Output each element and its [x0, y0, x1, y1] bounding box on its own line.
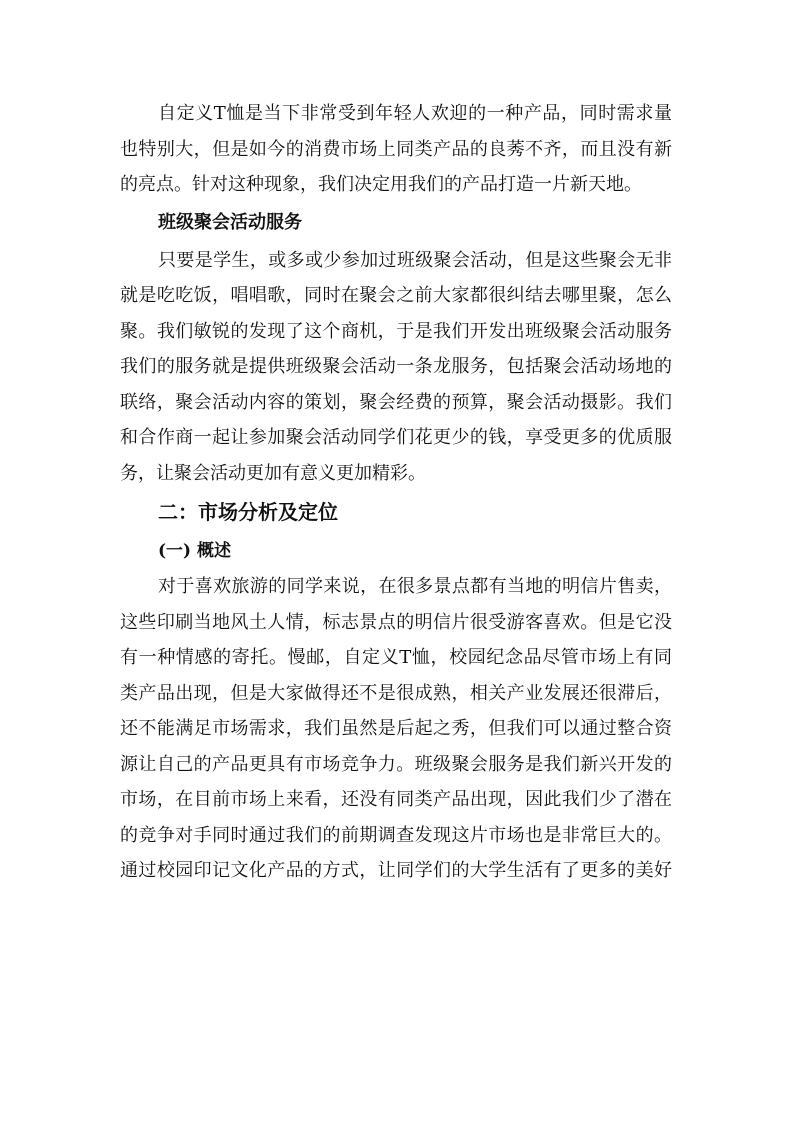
paragraph-line: 就是吃吃饭，唱唱歌，同时在聚会之前大家都很纠结去哪里聚，怎么 — [120, 285, 672, 306]
document-page — [120, 96, 672, 889]
section-heading-market-analysis: 二：市场分析及定位 — [158, 500, 338, 524]
paragraph-line: 这些印刷当地风土人情，标志景点的明信片很受游客喜欢。但是它没 — [120, 611, 672, 633]
section-heading-class-reunion-service: 班级聚会活动服务 — [158, 211, 302, 233]
paragraph-line: 类产品出现，但是大家做得还不是很成熟，相关产业发展还很滞后， — [120, 682, 672, 704]
paragraph-line: 务，让聚会活动更加有意义更加精彩。 — [120, 462, 426, 484]
paragraph-line: 有一种情感的寄托。慢邮，自定义T恤，校园纪念品尽管市场上有同 — [120, 647, 672, 668]
paragraph-line: 的竞争对手同时通过我们的前期调查发现这片市场也是非常巨大的。 — [120, 824, 672, 846]
paragraph-line: 只要是学生，或多或少参加过班级聚会活动，但是这些聚会无非 — [158, 249, 672, 271]
paragraph-line: 源让自己的产品更具有市场竞争力。班级聚会服务是我们新兴开发的 — [120, 753, 672, 775]
paragraph-line: 我们的服务就是提供班级聚会活动一条龙服务，包括聚会活动场地的 — [120, 356, 672, 377]
paragraph-line: 也特别大，但是如今的消费市场上同类产品的良莠不齐，而且没有新 — [120, 138, 672, 160]
paragraph-line: 联络，聚会活动内容的策划，聚会经费的预算，聚会活动摄影。我们 — [120, 391, 672, 413]
paragraph-line: 对于喜欢旅游的同学来说，在很多景点都有当地的明信片售卖， — [158, 576, 672, 597]
paragraph-line: 自定义T恤是当下非常受到年轻人欢迎的一种产品，同时需求量 — [158, 103, 672, 124]
paragraph-line: 的亮点。针对这种现象，我们决定用我们的产品打造一片新天地。 — [120, 174, 642, 195]
paragraph-line: 市场，在目前市场上来看，还没有同类产品出现，因此我们少了潜在 — [120, 789, 672, 810]
subsection-heading-overview: (一) 概述 — [158, 541, 232, 561]
paragraph-line: 和合作商一起让参加聚会活动同学们花更少的钱，享受更多的优质服 — [120, 427, 672, 448]
paragraph-line: 聚。我们敏锐的发现了这个商机，于是我们开发出班级聚会活动服务 — [120, 320, 672, 342]
paragraph-line: 通过校园印记文化产品的方式，让同学们的大学生活有了更多的美好 — [120, 860, 672, 881]
paragraph-line: 还不能满足市场需求，我们虽然是后起之秀，但我们可以通过整合资 — [120, 718, 672, 739]
